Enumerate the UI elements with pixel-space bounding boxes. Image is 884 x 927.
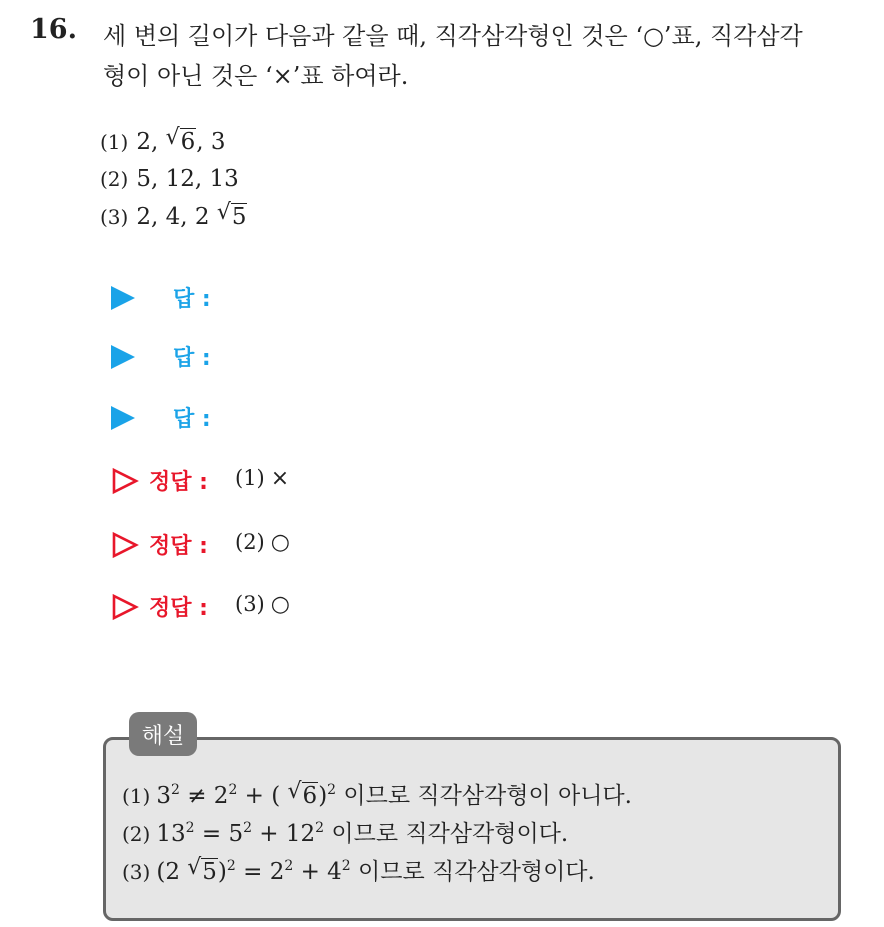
exponent: 2 bbox=[341, 858, 351, 874]
sqrt-value: 6 bbox=[180, 129, 196, 155]
explanation-line-2 bbox=[122, 815, 568, 848]
exponent: 2 bbox=[226, 858, 236, 874]
outline-triangle-icon bbox=[111, 531, 139, 559]
exponent: 2 bbox=[243, 820, 252, 836]
play-arrow-icon bbox=[111, 286, 135, 310]
option-number: (1) bbox=[100, 130, 129, 154]
sqrt-value: 5 bbox=[231, 204, 247, 230]
exponent: 2 bbox=[170, 782, 180, 798]
math-term: 13 bbox=[156, 821, 186, 847]
option-text: , 3 bbox=[196, 129, 226, 155]
mark-symbol: ○ bbox=[270, 530, 290, 555]
option-number: (2) bbox=[100, 167, 129, 191]
item-number: (3) bbox=[122, 860, 151, 884]
math-term: + 12 bbox=[252, 821, 316, 847]
outline-triangle-icon bbox=[111, 593, 139, 621]
math-term: ≠ 2 bbox=[179, 783, 229, 809]
sqrt-expression: √ 6 bbox=[165, 125, 196, 155]
item-number: (2) bbox=[122, 822, 151, 846]
correct-value bbox=[235, 592, 290, 617]
answer-label: 답 : bbox=[173, 407, 211, 432]
explanation-line-3 bbox=[122, 853, 595, 886]
sqrt-expression: √ 6 bbox=[287, 779, 318, 809]
mark-symbol: ○ bbox=[270, 592, 290, 617]
option-text: 2, 4, 2 bbox=[136, 204, 210, 230]
sqrt-value: 6 bbox=[302, 783, 318, 809]
correct-label: 정답 : bbox=[149, 596, 208, 621]
sqrt-expression: √ 5 bbox=[216, 200, 247, 230]
question-number: 16. bbox=[30, 14, 77, 45]
outline-triangle-icon bbox=[111, 467, 139, 495]
math-term: = 5 bbox=[194, 821, 244, 847]
item-number: (3) bbox=[235, 592, 265, 616]
math-term: + ( bbox=[237, 783, 281, 809]
math-term: = 2 bbox=[235, 859, 285, 885]
sqrt-value: 5 bbox=[202, 859, 217, 885]
math-term: ) bbox=[217, 859, 227, 885]
explanation-text: 이므로 직각삼각형이다. bbox=[324, 821, 569, 847]
option-text: 5, 12, 13 bbox=[136, 166, 239, 192]
item-number: (1) bbox=[235, 466, 265, 490]
explanation-text: 이므로 직각삼각형이 아니다. bbox=[336, 783, 632, 809]
option-1 bbox=[100, 125, 226, 155]
answer-label: 답 : bbox=[173, 287, 211, 312]
question-text-line-1: 세 변의 길이가 다음과 같을 때, 직각삼각형인 것은 ‘○’표, 직각삼각 bbox=[103, 22, 803, 50]
correct-label: 정답 : bbox=[149, 470, 208, 495]
exponent: 2 bbox=[327, 782, 337, 798]
exponent: 2 bbox=[228, 782, 238, 798]
math-term: ) bbox=[318, 783, 328, 809]
math-term: + 4 bbox=[293, 859, 342, 885]
play-arrow-icon bbox=[111, 406, 135, 430]
explanation-text: 이므로 직각삼각형이다. bbox=[350, 859, 595, 885]
math-term: (2 bbox=[156, 859, 180, 885]
explanation-tab: 해설 bbox=[129, 712, 197, 756]
item-number: (1) bbox=[122, 784, 151, 808]
option-number: (3) bbox=[100, 205, 129, 229]
option-3 bbox=[100, 200, 247, 230]
correct-value bbox=[235, 466, 289, 491]
explanation-line-1 bbox=[122, 777, 632, 810]
sqrt-expression: √ 5 bbox=[187, 855, 217, 885]
option-2 bbox=[100, 166, 239, 192]
exponent: 2 bbox=[315, 820, 325, 836]
exponent: 2 bbox=[185, 820, 195, 836]
play-arrow-icon bbox=[111, 345, 135, 369]
item-number: (2) bbox=[235, 530, 265, 554]
correct-label: 정답 : bbox=[149, 534, 208, 559]
math-term: 3 bbox=[156, 783, 171, 809]
question-text-line-2: 형이 아닌 것은 ‘×’표 하여라. bbox=[103, 62, 409, 90]
exponent: 2 bbox=[284, 858, 294, 874]
correct-value bbox=[235, 530, 290, 555]
option-text: 2, bbox=[136, 129, 166, 155]
answer-label: 답 : bbox=[173, 346, 211, 371]
mark-symbol: × bbox=[270, 466, 290, 491]
